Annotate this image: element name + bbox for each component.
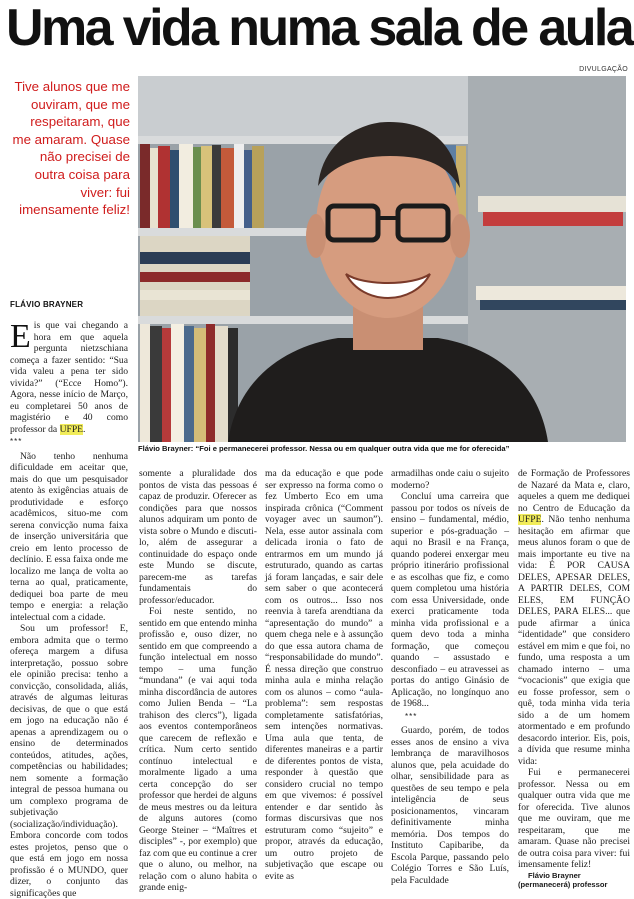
paragraph-text: . — [83, 423, 86, 435]
paragraph — [518, 468, 630, 767]
paragraph: Foi neste sentido, no sentido em que entendo minha profissão e, ouso dizer, no sentido em que compreendo a função intelectual em nosso tempo – uma função “mundana” (e vai aqui toda minha discordância de autores como Julien Benda – “La trahison des clercs”), ligada aos eventos contemporâneos que carecem de reflexão e crítica. Num certo sentido contínuo intelectual e moralmente ligado a uma certa concepção do ser professor que herdei de alguns de meus mestres ou da leitura de alguns autores (como George Steiner – “Maîtres et disciples” -, por exemplo) que faz com que eu continue a crer que o aluno, ou melhor, na relação com o aluno habita o grande enig- — [139, 606, 257, 893]
paragraph: ma da educação e que pode ser expresso na forma como o fez Umberto Eco em uma inspirada crônica (“Comment voyager avec un saumon”). Nela, esse autor assinala com delicada ironia o fato de entrarmos em um mundo já estruturado, quando as cartas já foram lançadas, e sair dele sem saber o que acontecerá com os outros... Isso nos reenvia à tarefa arendtiana da “apresentação do mundo” a quem chega nele e à assunção do que essa autora chama de “responsabilidade do mundo”. É nessa direção que construo minha aula e minha relação com os alunos – como “aula-problema”: sem respostas completamente satisfatórias, sem intenções normativas. Uma aula que tenta, de diferentes maneiras e a partir de diferentes pontos de vista, responder à questão que considero crucial no tempo em que vivemos: é possível entender e dar sentido às formas discursivas que nos estruturam como “sujeito” e propor, através da educação, um outro projeto de subjetivação que escape ou evite as — [265, 468, 383, 882]
article-column-5 — [518, 468, 630, 890]
paragraph: Não tenho nenhuma dificuldade em aceitar que, mais do que um pesquisador atento às exigências atuais de produtividade e esforço acadêmicos, situo-me com serena convicção numa faixa de inserção universitária que creio em lento processo de declínio. E essa faixa onde me localizo me lança de volta ao terna ao qual, praticamente, dediquei boa parte de meu tempo e energia: a relação intelectual com a cidade. — [10, 450, 128, 623]
paragraph: armadilhas onde caiu o sujeito moderno? — [391, 468, 509, 491]
photo-credit: DIVULGAÇÃO — [579, 66, 628, 73]
article-column-2 — [139, 468, 257, 894]
paragraph: Fui e permanecerei professor. Nessa ou em qualquer outra vida que me for oferecida. Tive alunos que me ouviram, que me respeitaram, que me amaram. Quase não precisei de outra coisa para viver: fui imensamente feliz! — [518, 767, 630, 870]
paragraph-text: is que vai chegando a hora em que aquela pergunta nietzschiana começa a fazer sentido: “Sua vida valeu a pena ter sido vivida?” (“Ecce Homo”). Agora, nesse início de Março, eu completarei 50 anos de magistério e 40 como professor da — [10, 320, 128, 435]
highlighted-text: UFPE — [59, 423, 84, 435]
drop-cap: E — [10, 318, 31, 355]
byline: FLÁVIO BRAYNER — [10, 300, 84, 309]
paragraph — [10, 320, 128, 435]
highlighted-text: UFPE — [518, 514, 542, 525]
paragraph: Guardo, porém, de todos esses anos de ensino a viva lembrança de maravilhosos alunos que, pela acuidade do olhar, sensibilidade para as questões de seu tempo e pela inteligência de seus posicionamentos, vincaram definitivamente minha memória. Dos tempos do Instituto Capibaribe, da Escola Parque, passando pelo Colégio Torres e São Luís, pela Faculdade — [391, 725, 509, 886]
portrait-photo — [138, 76, 626, 442]
article-column-3 — [265, 468, 383, 882]
author-signature: Flávio Brayner (permanecerá) professor — [518, 870, 608, 889]
paragraph: Concluí uma carreira que passou por todos os níveis de ensino – fundamental, médio, superior e pós-graduação – aqui no Brasil e na França, quando poderei enxergar meu próprio itinerário profissional e as escolhas que fiz, e como quem completou uma história com essa Universidade, onde exerci praticamente toda minha vida profissional e a quem devo toda a minha formação, que começou quando – assustado e desconfiado – eu atravessei as portas do antigo Ginásio de Aplicação, no longínquo ano de 1968... — [391, 491, 509, 709]
pull-quote: Tive alunos que me ouviram, que me respeitaram, que me amaram. Quase não precisei de outra coisa para viver: fui imensamente feliz! — [12, 79, 130, 218]
paragraph-text: . Não tenho nenhuma hesitação em afirmar que meus alunos foram o que de mais importante eu tive na vida: É POR CAUSA DELES, APESAR DELES, A PARTIR DELES, COM ELES, EM FUNÇÃO DELES, PARA ELES... que pude afirmar a única “identidade” que considero estável em mim e que foi, no fundo, uma resposta a um chamado interno – uma “vocacionis” que exigia que eu fosse professor, sem o quê, toda minha vida teria sido a de um homem atormentado e em profundo desacordo interior. Eis, pois, a dívida que resume minha vida: — [518, 514, 630, 767]
paragraph-text: de Formação de Professores de Nazaré da Mata e, claro, aqueles a quem me dediquei no Centro de Educação da — [518, 468, 630, 514]
headline: Uma vida numa sala de aula — [6, 0, 633, 57]
portrait-photo-icon — [138, 76, 626, 442]
article-column-4 — [391, 468, 509, 886]
paragraph: Sou um professor! E, embora admita que o termo ofereça margem a difusa interpretação, possuo sobre ele opinião precisa: tenho a convicção, consolidada, aliás, através de algumas leituras decisivas, de que o que está em jogo na educação não é apenas a aprendizagem ou o ensino de determinados conteúdos, atitudes, ações, competências ou habilidades; nem somente a formação integral de pessoa humana ou um complexo programa de subjetivação (socialização/individuação). Embora concorde com todos estes projetos, penso que o que está em jogo em nossa profissão é o MUNDO, quer dizer, o conjunto das significações que — [10, 623, 128, 899]
article-column-1 — [10, 320, 128, 899]
section-break: *** — [405, 711, 418, 721]
section-break: *** — [10, 437, 23, 446]
photo-caption: Flávio Brayner: “Foi e permanecerei professor. Nessa ou em qualquer outra vida que me for oferecida” — [138, 444, 510, 453]
paragraph: somente a pluralidade dos pontos de vista das pessoas é capaz de produzir. Oferecer as condições para que nossos alunos adquiram um ponto de vista sobre o Mundo e discuti-lo, além de assegurar a continuidade do espaço onde este Mundo se discute, parecem-me as tarefas fundamentais do professor/educador. — [139, 468, 257, 606]
